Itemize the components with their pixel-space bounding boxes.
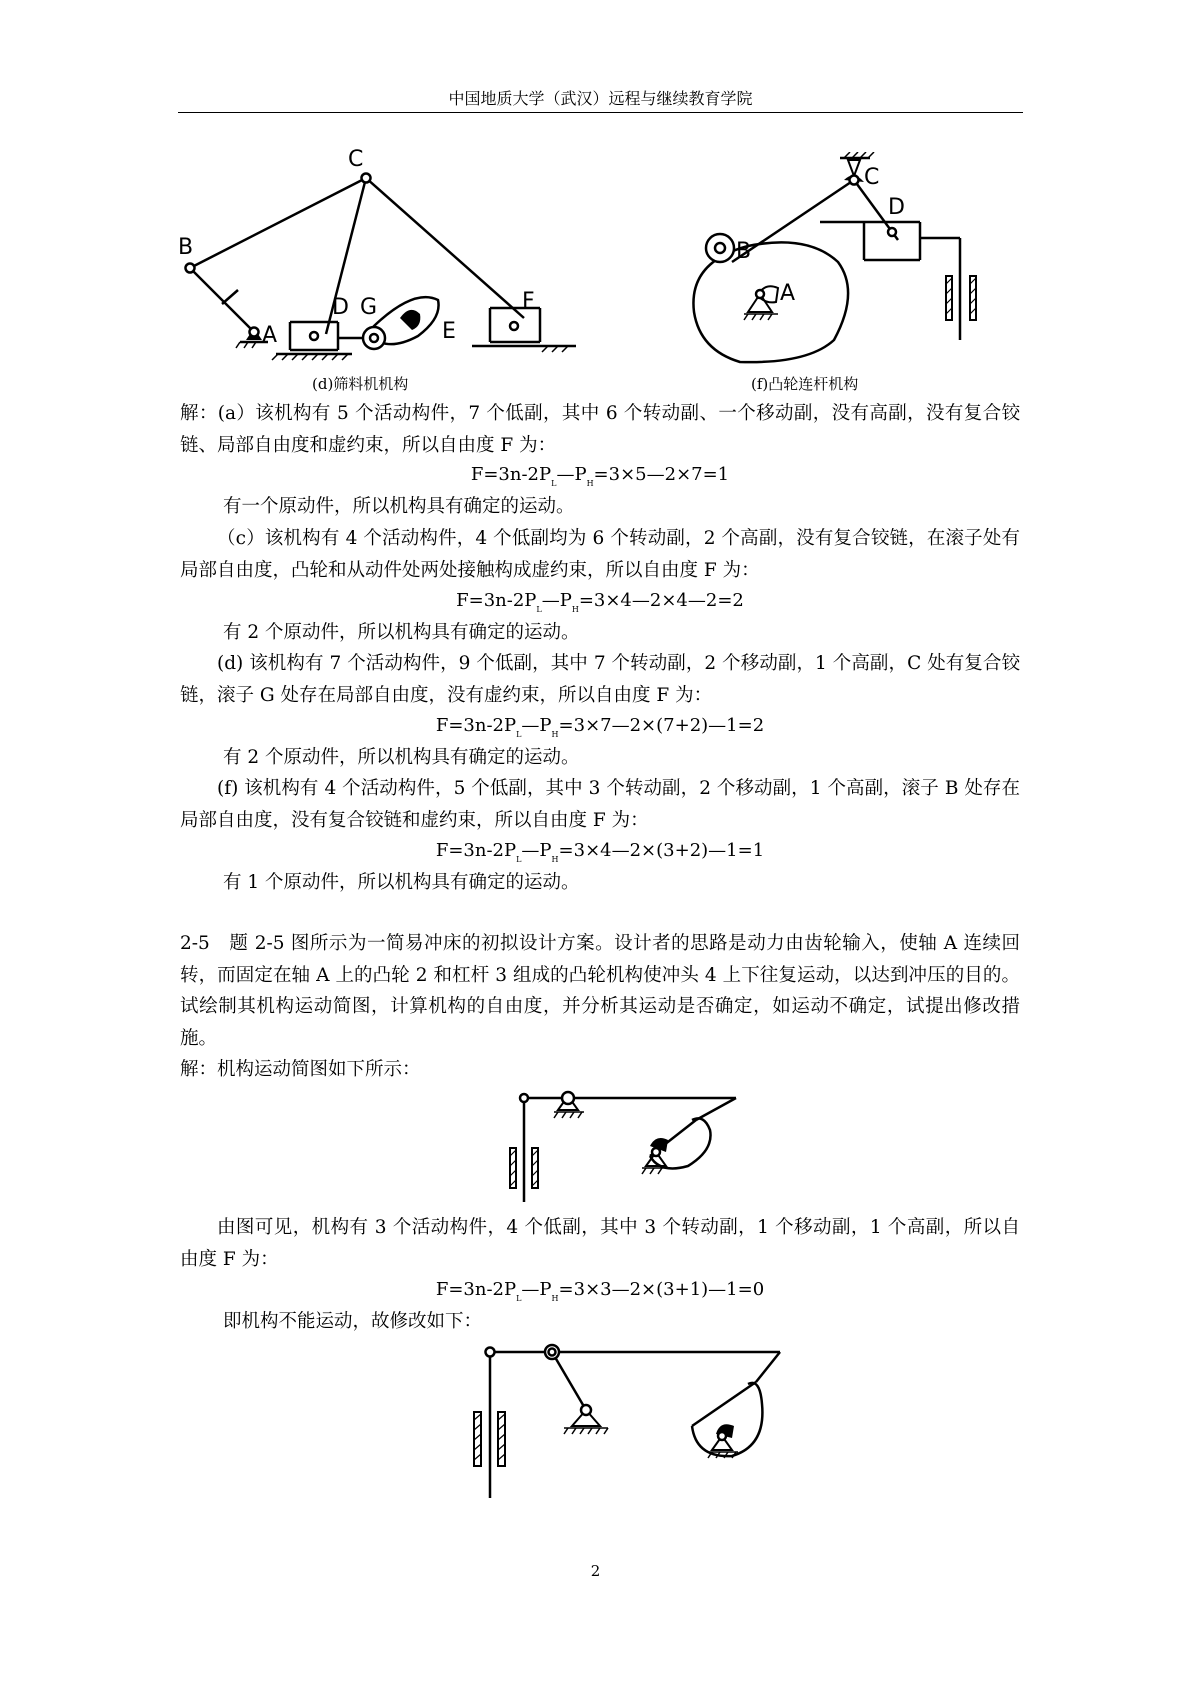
problem-2-5-analysis: 由图可见，机构有 3 个活动构件，4 个低副，其中 3 个转动副，1 个移动副，1 个高副，所以自由度 F 为：: [180, 1217, 1020, 1270]
figure-2-5-original-diagram: [500, 1090, 750, 1210]
label-f-C: C: [864, 165, 880, 190]
formula-rhs: =3×4—2×4—2=2: [578, 590, 744, 611]
subscript-h: H: [551, 855, 559, 864]
solution-a-text: 解：(a）该机构有 5 个活动构件，7 个低副，其中 6 个转动副、一个移动副，没有高副，没有复合铰链、局部自由度和虚约束，所以自由度 F 为：: [180, 403, 1020, 456]
formula-lhs: F=3n-2P: [435, 840, 517, 861]
subscript-l: L: [516, 730, 522, 739]
problem-2-5-text: 2-5 题 2-5 图所示为一简易冲床的初拟设计方案。设计者的思路是动力由齿轮输入，使轴 A 连续回转，而固定在轴 A 上的凸轮 2 和杠杆 3 组成的凸轮机构使冲头 4 上下往复运动，以达到冲压的目的。试绘制其机构运动简图，计算机构的自由度，并分析其运动是否确定，如运动不确定，试提出修改措施。: [180, 933, 1020, 1049]
figure-d-caption: (d)筛料机机构: [312, 375, 409, 393]
solution-f-conclusion: 有 1 个原动件，所以机构具有确定的运动。: [223, 872, 580, 893]
page-header: 中国地质大学（武汉）远程与继续教育学院: [448, 89, 753, 108]
solution-f-text: (f) 该机构有 4 个活动构件，5 个低副，其中 3 个转动副，2 个移动副，1 个高副，滚子 B 处存在局部自由度，没有复合铰链和虚约束，所以自由度 F 为：: [180, 778, 1020, 831]
formula-rhs: =3×3—2×(3+1)—1=0: [558, 1279, 765, 1300]
problem-2-5-conclusion: 即机构不能运动，故修改如下：: [223, 1311, 483, 1332]
formula-mid: —P: [556, 464, 587, 485]
page-number: 2: [590, 1562, 601, 1580]
formula-mid: —P: [521, 840, 552, 861]
label-f-D: D: [888, 195, 905, 220]
formula-lhs: F=3n-2P: [470, 464, 552, 485]
subscript-l: L: [536, 605, 542, 614]
formula-rhs: =3×4—2×(3+2)—1=1: [558, 840, 765, 861]
subscript-h: H: [551, 730, 559, 739]
figure-d-screening-mechanism: [178, 142, 598, 362]
figure-2-5-modified-diagram: [456, 1338, 796, 1506]
subscript-h: H: [586, 479, 594, 488]
formula-lhs: F=3n-2P: [435, 1279, 517, 1300]
label-d-D: D: [332, 295, 349, 320]
formula-lhs: F=3n-2P: [456, 590, 537, 611]
subscript-h: H: [571, 605, 579, 614]
formula-mid: —P: [541, 590, 572, 611]
figure-f-caption: (f)凸轮连杆机构: [751, 375, 859, 393]
formula-mid: —P: [521, 1279, 552, 1300]
figure-f-cam-linkage: [688, 152, 1008, 367]
label-f-A: A: [780, 281, 796, 306]
label-d-F: F: [522, 289, 535, 314]
formula-lhs: F=3n-2P: [435, 715, 517, 736]
header-rule: [178, 112, 1023, 113]
subscript-l: L: [551, 479, 557, 488]
label-d-E: E: [442, 319, 456, 344]
formula-rhs: =3×7—2×(7+2)—1=2: [558, 715, 765, 736]
solution-c-text: （c）该机构有 4 个活动构件，4 个低副均为 6 个转动副，2 个高副，没有复合铰链，在滚子处有局部自由度，凸轮和从动件处两处接触构成虚约束，所以自由度 F 为：: [180, 528, 1020, 581]
subscript-l: L: [516, 1294, 522, 1303]
label-d-G: G: [360, 295, 378, 320]
label-d-A: A: [262, 323, 278, 348]
solution-c-conclusion: 有 2 个原动件，所以机构具有确定的运动。: [223, 622, 580, 643]
subscript-l: L: [516, 855, 522, 864]
label-d-B: B: [178, 235, 194, 260]
label-f-B: B: [736, 239, 752, 264]
subscript-h: H: [551, 1294, 559, 1303]
problem-2-5-solution-intro: 解：机构运动简图如下所示：: [180, 1059, 421, 1080]
solution-d-conclusion: 有 2 个原动件，所以机构具有确定的运动。: [223, 747, 580, 768]
solution-a-conclusion: 有一个原动件，所以机构具有确定的运动。: [223, 496, 575, 517]
formula-rhs: =3×5—2×7=1: [593, 464, 730, 485]
label-d-C: C: [348, 147, 364, 172]
formula-mid: —P: [521, 715, 552, 736]
solution-d-text: (d) 该机构有 7 个活动构件，9 个低副，其中 7 个转动副，2 个移动副，1 个高副，C 处有复合铰链，滚子 G 处存在局部自由度，没有虚约束，所以自由度 F 为：: [180, 653, 1020, 706]
